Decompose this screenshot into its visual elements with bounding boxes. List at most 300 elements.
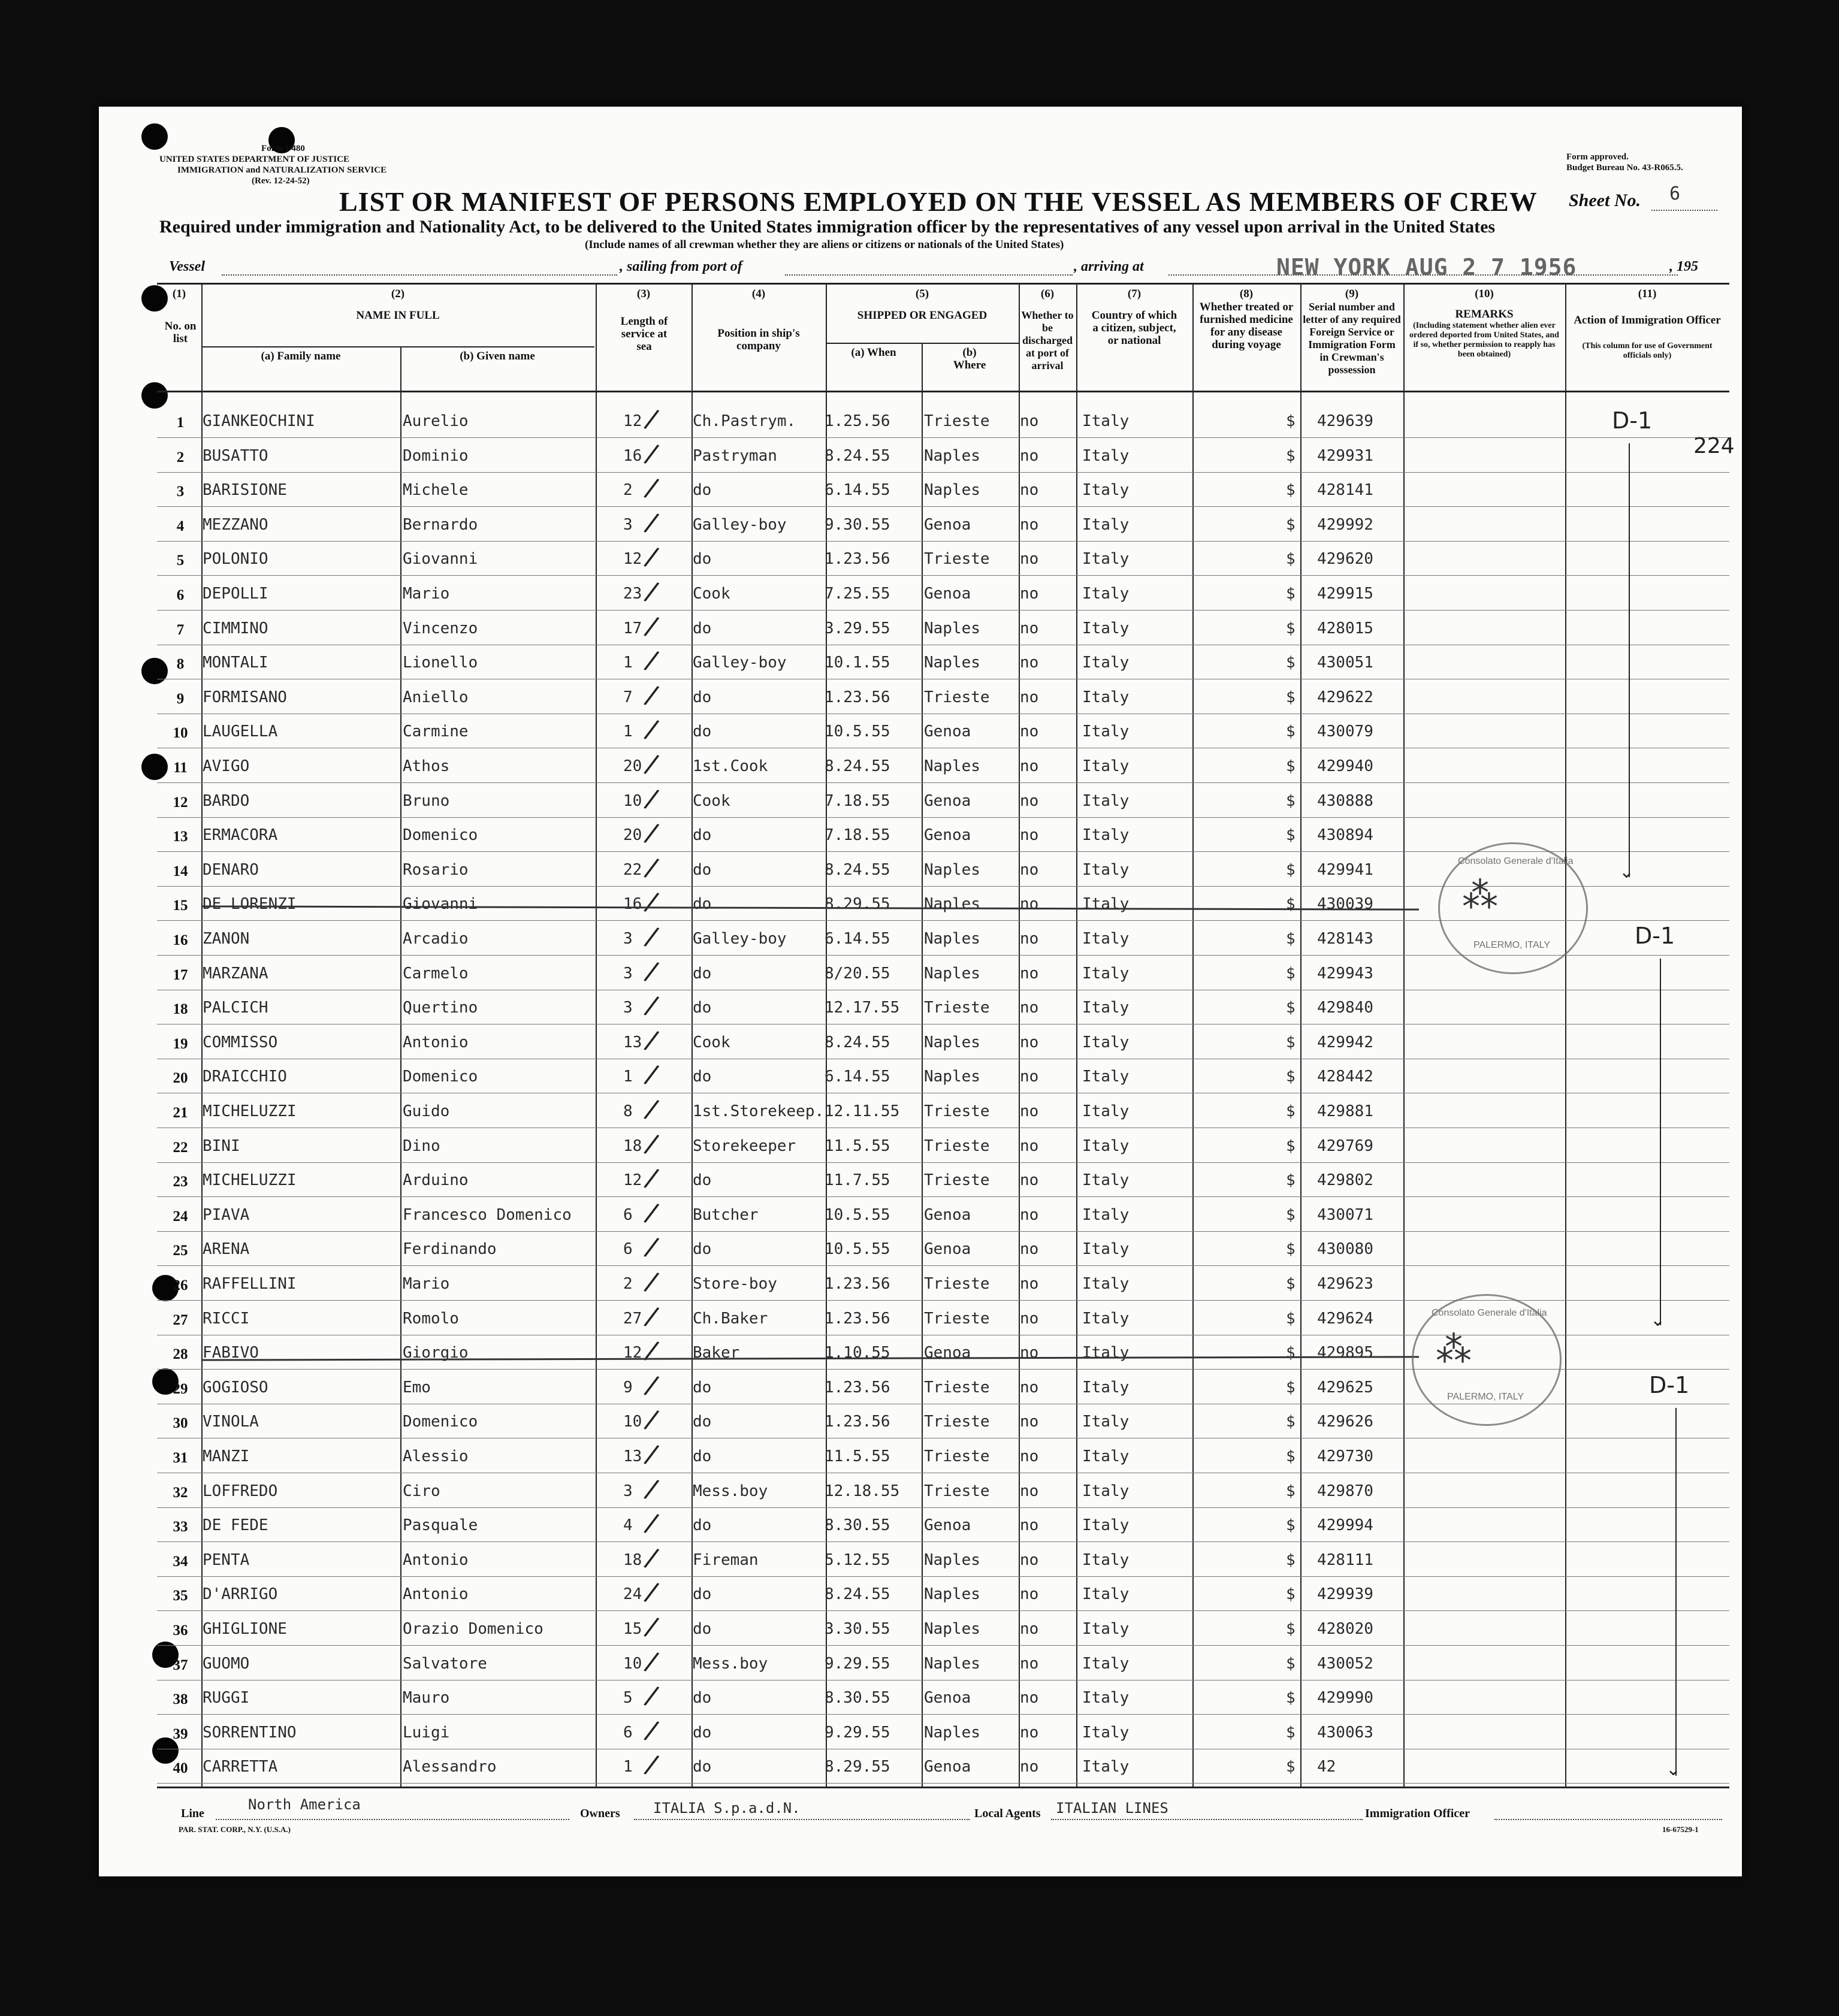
punch-hole (141, 754, 168, 780)
sheet-label: Sheet No. (1569, 191, 1641, 210)
family-name-cell: BARISIONE (203, 481, 287, 500)
row-rule (157, 1231, 1729, 1232)
shipped-where-cell: Trieste (924, 1378, 990, 1397)
family-name-cell: BARDO (203, 791, 250, 810)
family-name-cell: DRAICCHIO (203, 1068, 287, 1086)
service-length-cell: 17 (623, 619, 642, 637)
arrival-stamp: NEW YORK AUG 2 7 1956 (1276, 254, 1577, 280)
shipped-when-cell: 1.23.56 (825, 1309, 890, 1328)
row-number: 14 (173, 863, 188, 879)
col10-number: (10) (1475, 288, 1494, 300)
service-length-cell: 20 (623, 757, 642, 775)
discharge-cell: no (1020, 964, 1039, 983)
country-cell: Italy (1082, 826, 1130, 845)
country-cell: Italy (1082, 895, 1130, 914)
check-mark-icon: / (642, 1473, 662, 1505)
stamp-signature: ⁂ (1462, 875, 1498, 917)
position-cell: Cook (693, 1033, 730, 1051)
dollar-mark: $ (1286, 1137, 1296, 1155)
shipped-when-cell: 10.1.55 (825, 654, 890, 672)
col10-note: (Including statement whether alien ever ordered deported from United States, and if so, whether permission to reapply has been obtained) (1409, 321, 1559, 359)
position-cell: do (693, 999, 712, 1017)
position-cell: do (693, 1620, 712, 1638)
consulate-stamp: Consolato Generale d'Italia PALERMO, ITALY (1412, 1294, 1562, 1426)
family-name-cell: MONTALI (203, 654, 268, 672)
department: UNITED STATES DEPARTMENT OF JUSTICE (159, 155, 350, 164)
table-bottom-rule (157, 1787, 1729, 1788)
country-cell: Italy (1082, 1102, 1130, 1120)
serial-number-cell: 428143 (1317, 930, 1373, 948)
row-number: 12 (173, 794, 188, 811)
check-mark-icon: / (642, 1196, 662, 1229)
family-name-cell: MICHELUZZI (203, 1102, 297, 1120)
serial-number-cell: 429992 (1317, 515, 1373, 534)
dollar-mark: $ (1286, 1033, 1296, 1051)
given-name-cell: Pasquale (403, 1516, 478, 1535)
service-length-cell: 6 (623, 1240, 633, 1259)
row-number: 23 (173, 1174, 188, 1190)
position-cell: do (693, 1068, 712, 1086)
shipped-where-cell: Genoa (924, 1344, 971, 1362)
country-cell: Italy (1082, 1033, 1130, 1051)
col-divider (596, 283, 597, 1787)
row-number: 5 (176, 552, 185, 569)
shipped-when-cell: 5.12.55 (825, 1550, 890, 1569)
shipped-when-cell: 6.14.55 (825, 481, 890, 500)
dollar-mark: $ (1286, 1171, 1296, 1190)
service-length-cell: 24 (623, 1585, 642, 1604)
shipped-when-cell: 8/20.55 (825, 964, 890, 983)
check-mark-icon: / (642, 472, 662, 504)
col11-number: (11) (1638, 288, 1657, 300)
country-cell: Italy (1082, 1171, 1130, 1190)
position-cell: Fireman (693, 1550, 759, 1569)
table-top-rule (157, 283, 1729, 285)
country-cell: Italy (1082, 585, 1130, 603)
dollar-mark: $ (1286, 1550, 1296, 1569)
serial-number-cell: 428141 (1317, 481, 1373, 500)
given-name-cell: Mario (403, 585, 450, 603)
serial-number-cell: 429730 (1317, 1447, 1373, 1465)
discharge-cell: no (1020, 1654, 1039, 1673)
position-cell: do (693, 964, 712, 983)
country-cell: Italy (1082, 550, 1130, 569)
dollar-mark: $ (1286, 791, 1296, 810)
col6-number: (6) (1040, 288, 1055, 300)
row-number: 10 (173, 725, 188, 742)
service-length-cell: 4 (623, 1516, 633, 1535)
table-header-rule (157, 391, 1729, 392)
service-length-cell: 2 (623, 481, 633, 500)
line-value: North America (248, 1796, 361, 1813)
family-name-cell: CARRETTA (203, 1758, 278, 1776)
given-name-cell: Quertino (403, 999, 478, 1017)
family-name-cell: COMMISSO (203, 1033, 278, 1051)
col-divider (922, 343, 923, 1787)
position-cell: Butcher (693, 1205, 759, 1224)
bracket-arrow (1660, 959, 1661, 1325)
family-name-cell: FABIVO (203, 1344, 259, 1362)
shipped-when-cell: 8.29.55 (825, 895, 890, 914)
position-cell: Mess.boy (693, 1654, 768, 1673)
country-cell: Italy (1082, 1413, 1130, 1431)
discharge-cell: no (1020, 585, 1039, 603)
row-rule (157, 1507, 1729, 1508)
owners-label: Owners (580, 1807, 620, 1820)
row-rule (157, 575, 1729, 576)
sailing-field (785, 274, 1073, 276)
check-mark-icon: / (642, 1680, 662, 1712)
row-number: 33 (173, 1519, 188, 1536)
service-length-cell: 20 (623, 826, 642, 845)
dollar-mark: $ (1286, 895, 1296, 914)
discharge-cell: no (1020, 1102, 1039, 1120)
shipped-when-cell: 12.17.55 (825, 999, 900, 1017)
shipped-when-cell: 8.29.55 (825, 1758, 890, 1776)
shipped-where-cell: Naples (924, 757, 980, 775)
discharge-cell: no (1020, 619, 1039, 637)
discharge-cell: no (1020, 757, 1039, 775)
shipped-when-cell: 8.30.55 (825, 1516, 890, 1535)
given-name-cell: Aurelio (403, 412, 469, 430)
family-name-cell: DE FEDE (203, 1516, 268, 1535)
service-length-cell: 12 (623, 550, 642, 569)
discharge-cell: no (1020, 446, 1039, 465)
family-name-cell: RAFFELLINI (203, 1275, 297, 1293)
serial-number-cell: 429626 (1317, 1413, 1373, 1431)
shipped-where-cell: Trieste (924, 1447, 990, 1465)
position-cell: Ch.Pastrym. (693, 412, 796, 430)
serial-number-cell: 430894 (1317, 826, 1373, 845)
family-name-cell: FORMISANO (203, 688, 287, 706)
row-number: 34 (173, 1553, 188, 1570)
check-mark-icon: / (642, 1542, 662, 1574)
discharge-cell: no (1020, 1482, 1039, 1500)
country-cell: Italy (1082, 1137, 1130, 1155)
shipped-when-cell: 11.5.55 (825, 1447, 890, 1465)
service-length-cell: 1 (623, 1758, 633, 1776)
row-rule (157, 506, 1729, 507)
dollar-mark: $ (1286, 1689, 1296, 1707)
shipped-when-cell: 8.24.55 (825, 1033, 890, 1051)
serial-number-cell: 429994 (1317, 1516, 1373, 1535)
col6-header: Whether to be discharged at port of arrival (1021, 309, 1074, 371)
shipped-where-cell: Trieste (924, 1482, 990, 1500)
service-length-cell: 12 (623, 1344, 642, 1362)
discharge-cell: no (1020, 1068, 1039, 1086)
family-name-cell: DENARO (203, 860, 259, 879)
shipped-when-cell: 9.29.55 (825, 1654, 890, 1673)
check-mark-icon: / (642, 645, 662, 677)
discharge-cell: no (1020, 999, 1039, 1017)
shipped-when-cell: 8.24.55 (825, 446, 890, 465)
serial-number-cell: 429623 (1317, 1275, 1373, 1293)
row-number: 1 (176, 415, 185, 431)
dollar-mark: $ (1286, 930, 1296, 948)
owners-value: ITALIA S.p.a.d.N. (653, 1800, 801, 1816)
col8-number: (8) (1239, 288, 1254, 300)
row-number: 35 (173, 1588, 188, 1604)
consulate-stamp: Consolato Generale d'Italia PALERMO, ITALY (1438, 842, 1588, 974)
family-name-cell: MICHELUZZI (203, 1171, 297, 1190)
discharge-cell: no (1020, 1137, 1039, 1155)
row-rule (157, 1783, 1729, 1784)
col-divider (1403, 283, 1405, 1787)
serial-number-cell: 430080 (1317, 1240, 1373, 1259)
row-rule (157, 1645, 1729, 1646)
family-name-cell: PALCICH (203, 999, 268, 1017)
check-mark-icon: / (642, 1300, 662, 1332)
col-divider (400, 346, 401, 1787)
country-cell: Italy (1082, 619, 1130, 637)
col7-number: (7) (1127, 288, 1142, 300)
family-name-cell: RICCI (203, 1309, 250, 1328)
given-name-cell: Giovanni (403, 550, 478, 569)
discharge-cell: no (1020, 412, 1039, 430)
country-cell: Italy (1082, 1516, 1130, 1535)
country-cell: Italy (1082, 1550, 1130, 1569)
family-name-cell: GUOMO (203, 1654, 250, 1673)
row-number: 4 (176, 518, 185, 534)
family-name-cell: PENTA (203, 1550, 250, 1569)
given-name-cell: Carmelo (403, 964, 469, 983)
service-length-cell: 9 (623, 1378, 633, 1397)
position-cell: do (693, 619, 712, 637)
given-name-cell: Salvatore (403, 1654, 487, 1673)
row-number: 38 (173, 1691, 188, 1708)
col5-header: SHIPPED OR ENGAGED (857, 309, 988, 322)
col5a-header: (a) When (851, 346, 896, 359)
dollar-mark: $ (1286, 1723, 1296, 1742)
dollar-mark: $ (1286, 723, 1296, 741)
country-cell: Italy (1082, 1378, 1130, 1397)
check-mark-icon: / (642, 506, 662, 539)
family-name-cell: LOFFREDO (203, 1482, 278, 1500)
col5b-header: (b) Where (953, 346, 986, 371)
bracket-arrow (1629, 443, 1630, 877)
service-length-cell: 10 (623, 1413, 642, 1431)
row-rule (157, 817, 1729, 818)
country-cell: Italy (1082, 1620, 1130, 1638)
position-cell: do (693, 1447, 712, 1465)
stamp-signature: ⁂ (1436, 1329, 1472, 1371)
service-length-cell: 3 (623, 1482, 633, 1500)
shipped-when-cell: 12.11.55 (825, 1102, 900, 1120)
family-name-cell: GOGIOSO (203, 1378, 268, 1397)
printer-imprint: PAR. STAT. CORP., N.Y. (U.S.A.) (179, 1825, 291, 1834)
dollar-mark: $ (1286, 964, 1296, 983)
country-cell: Italy (1082, 1482, 1130, 1500)
family-name-cell: AVIGO (203, 757, 250, 775)
col2-number: (2) (391, 288, 405, 300)
check-mark-icon: / (642, 851, 662, 884)
serial-number-cell: 429620 (1317, 550, 1373, 569)
row-rule (157, 1714, 1729, 1715)
given-name-cell: Antonio (403, 1550, 469, 1569)
check-mark-icon: / (642, 1369, 662, 1401)
given-name-cell: Romolo (403, 1309, 459, 1328)
check-mark-icon: / (642, 748, 662, 780)
row-number: 6 (176, 587, 185, 603)
dollar-mark: $ (1286, 1482, 1296, 1500)
shipped-where-cell: Naples (924, 964, 980, 983)
country-cell: Italy (1082, 1275, 1130, 1293)
serial-number-cell: 429870 (1317, 1482, 1373, 1500)
country-cell: Italy (1082, 964, 1130, 983)
col8-header: Whether treated or furnished medicine for any disease during voyage (1199, 301, 1294, 351)
shipped-when-cell: 6.14.55 (825, 930, 890, 948)
position-cell: 1st.Cook (693, 757, 768, 775)
position-cell: Galley-boy (693, 515, 787, 534)
discharge-cell: no (1020, 688, 1039, 706)
col-divider (1192, 283, 1194, 1787)
country-cell: Italy (1082, 930, 1130, 948)
country-cell: Italy (1082, 1585, 1130, 1604)
row-number: 2 (176, 449, 185, 466)
row-number: 25 (173, 1243, 188, 1259)
shipped-where-cell: Genoa (924, 826, 971, 845)
sheet-number: 6 (1669, 183, 1681, 204)
service-length-cell: 6 (623, 1205, 633, 1224)
country-cell: Italy (1082, 860, 1130, 879)
family-name-cell: ZANON (203, 930, 250, 948)
discharge-cell: no (1020, 1413, 1039, 1431)
row-rule (157, 1576, 1729, 1577)
check-mark-icon: / (642, 1611, 662, 1643)
given-name-cell: Francesco Domenico (403, 1205, 572, 1224)
check-mark-icon: / (642, 437, 662, 470)
country-cell: Italy (1082, 791, 1130, 810)
service-length-cell: 7 (623, 688, 633, 706)
serial-number-cell: 429943 (1317, 964, 1373, 983)
col11-header: Action of Immigration Officer (1574, 314, 1721, 327)
service-length-cell: 3 (623, 515, 633, 534)
serial-number-cell: 429840 (1317, 999, 1373, 1017)
name-subrule (201, 346, 594, 347)
position-cell: do (693, 895, 712, 914)
dollar-mark: $ (1286, 1102, 1296, 1120)
agents-value: ITALIAN LINES (1056, 1800, 1168, 1816)
col-divider (1300, 283, 1302, 1787)
row-number: 9 (176, 690, 185, 707)
serial-number-cell: 430063 (1317, 1723, 1373, 1742)
position-cell: Cook (693, 791, 730, 810)
check-mark-icon: / (642, 782, 662, 815)
shipped-when-cell: 1.23.56 (825, 1275, 890, 1293)
row-number: 31 (173, 1450, 188, 1466)
arrow-head: ⌄ (1666, 1759, 1681, 1780)
serial-number-cell: 429639 (1317, 412, 1373, 430)
family-name-cell: MARZANA (203, 964, 268, 983)
check-mark-icon: / (642, 1749, 662, 1781)
shipped-where-cell: Naples (924, 619, 980, 637)
shipped-where-cell: Genoa (924, 723, 971, 741)
family-name-cell: DE LORENZI (203, 895, 297, 914)
check-mark-icon: / (642, 990, 662, 1022)
sheet-underline (1651, 210, 1717, 211)
given-name-cell: Antonio (403, 1033, 469, 1051)
check-mark-icon: / (642, 886, 662, 918)
check-mark-icon: / (642, 610, 662, 642)
given-name-cell: Orazio Domenico (403, 1620, 543, 1638)
shipped-where-cell: Genoa (924, 1758, 971, 1776)
country-cell: Italy (1082, 1344, 1130, 1362)
shipped-when-cell: 9.30.55 (825, 515, 890, 534)
col9-header: Serial number and letter of any required Foreign Service or Immigration Form in Crewman's possession (1303, 301, 1401, 376)
given-name-cell: Giovanni (403, 895, 478, 914)
shipped-where-cell: Naples (924, 1585, 980, 1604)
shipped-where-cell: Genoa (924, 1516, 971, 1535)
given-name-cell: Ferdinando (403, 1240, 497, 1259)
family-name-cell: MANZI (203, 1447, 250, 1465)
row-number: 24 (173, 1208, 188, 1225)
shipped-where-cell: Genoa (924, 1240, 971, 1259)
row-number: 3 (176, 483, 185, 500)
given-name-cell: Ciro (403, 1482, 440, 1500)
col-divider (1076, 283, 1077, 1787)
discharge-cell: no (1020, 1033, 1039, 1051)
position-cell: do (693, 550, 712, 569)
dollar-mark: $ (1286, 1413, 1296, 1431)
check-mark-icon: / (642, 714, 662, 746)
position-cell: do (693, 1689, 712, 1707)
arriving-label: , arriving at (1074, 259, 1144, 274)
row-number: 17 (173, 966, 188, 983)
position-cell: do (693, 1585, 712, 1604)
given-name-cell: Dominio (403, 446, 469, 465)
handwritten-count: 224 (1693, 434, 1735, 458)
given-name-cell: Antonio (403, 1585, 469, 1604)
subtitle: Required under immigration and Nationality Act, to be delivered to the United States immigration officer by the representatives of any vessel upon arrival in the United States (159, 217, 1496, 237)
dollar-mark: $ (1286, 1275, 1296, 1293)
discharge-cell: no (1020, 515, 1039, 534)
shipped-when-cell: 8.24.55 (825, 757, 890, 775)
row-number: 15 (173, 897, 188, 914)
service-length-cell: 1 (623, 1068, 633, 1086)
serial-number-cell: 430051 (1317, 654, 1373, 672)
country-cell: Italy (1082, 1240, 1130, 1259)
given-name-cell: Dino (403, 1137, 440, 1155)
discharge-cell: no (1020, 895, 1039, 914)
given-name-cell: Athos (403, 757, 450, 775)
shipped-where-cell: Genoa (924, 515, 971, 534)
check-mark-icon: / (642, 955, 662, 987)
service: IMMIGRATION and NATURALIZATION SERVICE (177, 165, 387, 175)
check-mark-icon: / (642, 817, 662, 850)
shipped-when-cell: 1.23.56 (825, 550, 890, 569)
row-number: 37 (173, 1657, 188, 1673)
given-name-cell: Guido (403, 1102, 450, 1120)
vessel-field (222, 274, 617, 276)
shipped-where-cell: Trieste (924, 1171, 990, 1190)
discharge-cell: no (1020, 1585, 1039, 1604)
punch-hole (141, 382, 168, 409)
given-name-cell: Emo (403, 1378, 431, 1397)
given-name-cell: Bruno (403, 791, 450, 810)
given-name-cell: Rosario (403, 860, 469, 879)
serial-number-cell: 428020 (1317, 1620, 1373, 1638)
col4-header: Position in ship's company (717, 327, 800, 352)
check-mark-icon: / (642, 1645, 662, 1678)
service-length-cell: 22 (623, 860, 642, 879)
discharge-cell: no (1020, 860, 1039, 879)
shipped-where-cell: Trieste (924, 1102, 990, 1120)
row-rule (157, 472, 1729, 473)
discharge-cell: no (1020, 1240, 1039, 1259)
shipped-where-cell: Genoa (924, 1689, 971, 1707)
dollar-mark: $ (1286, 1068, 1296, 1086)
dollar-mark: $ (1286, 1585, 1296, 1604)
